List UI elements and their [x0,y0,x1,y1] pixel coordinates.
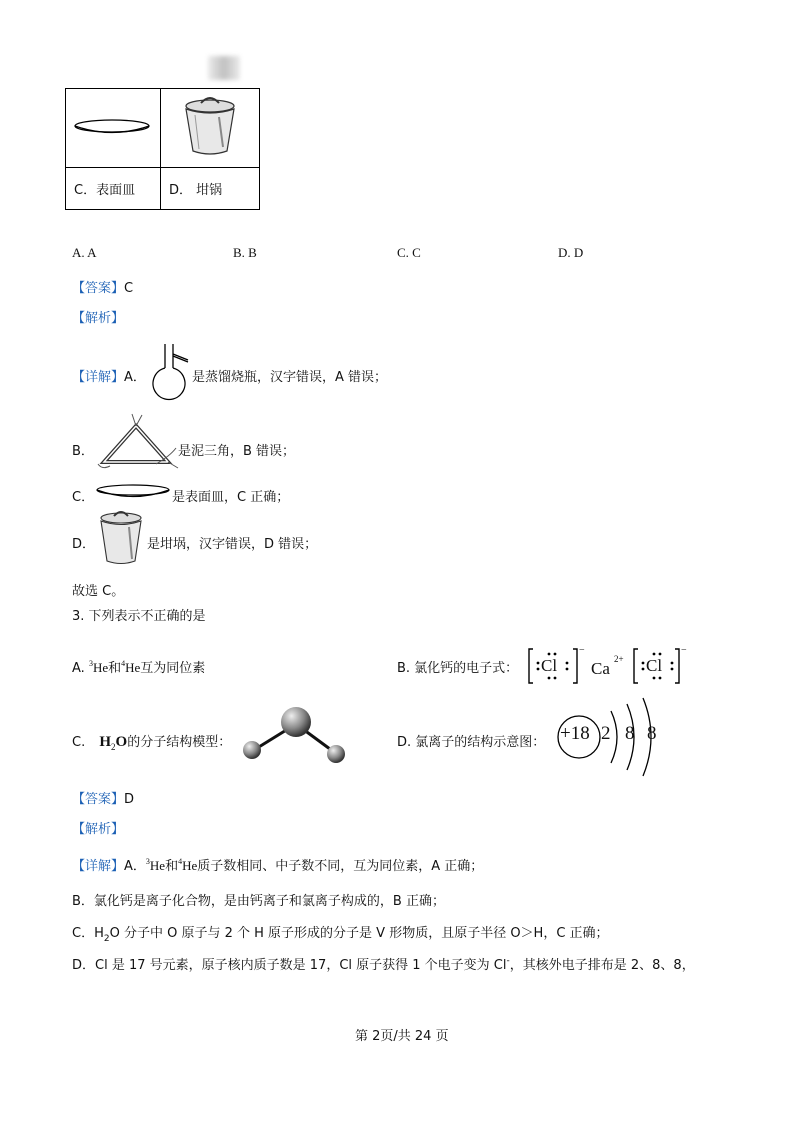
q3-detail-a-text: 质子数相同、中子数不同，互为同位素，A 正确； [197,859,484,874]
option-b: B. B [233,245,257,260]
shell-2: 8 [625,723,635,744]
chloride-charge: − [681,645,687,656]
detail-a-text: 是蒸馏烧瓶，汉字错误，A 错误； [192,370,388,385]
formula-o: O [115,734,128,750]
distilling-flask-icon [148,340,190,406]
instrument-table [65,88,260,210]
q3-option-c [72,731,231,752]
watch-glass-label: C．表面皿 [66,168,161,210]
q3-a-suffix: 互为同位素 [140,661,206,676]
detail-c-text: 是表面皿，C 正确； [172,490,290,505]
q3-a-and: 和 [108,661,122,676]
crucible-cell [161,89,260,168]
q3-analysis-tag: 【解析】 [72,822,125,837]
element-symbol: He [182,858,198,873]
q3-answer-tag: 【答案】 [72,792,125,807]
cacl2-electron-formula [527,645,687,687]
crucible-label: D． 坩锅 [161,168,260,210]
detail-d-text: 是坩埚，汉字错误，D 错误； [147,537,318,552]
analysis-tag: 【解析】 [72,311,125,326]
shell-3: 8 [647,723,657,744]
q3-answer-line [72,788,134,807]
q3-option-b-label: B. 氯化钙的电子式： [397,661,519,676]
q3-detail-a-prefix: A． [124,859,146,874]
option-a: A. A [72,245,97,260]
detail-c-prefix: C． [72,490,95,505]
mass-number: 4 [178,857,183,866]
watch-glass-cell [66,89,161,168]
mass-number: 3 [88,659,93,668]
element-symbol: He [92,660,109,675]
q3-answer-value: D [124,792,135,807]
charge-superscript: - [506,956,510,966]
q3-detail-c [72,922,609,944]
calcium-symbol: Ca [591,659,610,678]
option-d: D. D [558,245,584,260]
chloride-charge: − [579,645,585,656]
scan-smudge [208,56,240,80]
mass-number: 3 [145,857,150,866]
shell-1: 2 [601,723,611,744]
detail-a-line [72,366,146,385]
q3-detail-d-tail: ，其核外电子排布是 2、8、8， [509,958,695,973]
crucible-icon [161,89,259,163]
crucible-icon [96,509,146,567]
answer-line [72,277,133,296]
q3-detail-a [72,855,483,874]
detail-b-text: 是泥三角，B 错误； [178,444,296,459]
nucleus-charge: +18 [560,723,590,744]
q3-detail-b: B．氯化钙是离子化合物，是由钙离子和氯离子构成的，B 正确； [72,894,445,909]
q3-option-d-label: D. 氯离子的结构示意图： [397,735,546,750]
q3-c-text: 的分子结构模型： [127,735,232,750]
q3-detail-and: 和 [165,859,179,874]
q3-detail-c-text: O 分子中 O 原子与 2 个 H 原子形成的分子是 V 形物质，且原子半径 O＞H，C 正确； [109,926,609,941]
conclusion: 故选 C。 [72,584,125,599]
q3-detail-tag: 【详解】 [72,859,125,874]
q3-a-prefix: A. [72,661,85,676]
detail-a-prefix: A． [124,370,146,385]
watch-glass-icon [94,481,172,503]
element-symbol: He [125,660,141,675]
clay-triangle-icon [96,412,182,474]
watch-glass-icon [66,89,160,163]
formula-h: H [99,734,112,750]
q3-detail-d-text: D．Cl 是 17 号元素，原子核内质子数是 17，Cl 原子获得 1 个电子变为 Cl [72,958,507,973]
element-symbol: He [149,858,166,873]
formula-subscript: 2 [103,934,110,944]
answer-tag: 【答案】 [72,281,125,296]
detail-b-prefix: B． [72,444,94,459]
q3-option-a [72,657,205,676]
q3-detail-c-prefix: C．H [72,926,104,941]
calcium-charge: 2+ [614,654,624,664]
chloride-symbol: Cl [646,656,663,675]
q3-c-prefix: C. [72,735,86,750]
chloride-symbol: Cl [541,656,558,675]
water-molecule-model-icon [238,700,352,770]
q3-stem: 3. 下列表示不正确的是 [72,609,206,624]
detail-tag: 【详解】 [72,370,125,385]
option-c: C. C [397,245,421,260]
q3-detail-d [72,954,695,973]
detail-d-prefix: D． [72,537,96,552]
mass-number: 4 [121,659,126,668]
formula-subscript: 2 [111,742,116,752]
page-footer: 第 2页/共 24 页 [355,1029,449,1044]
answer-value: C [124,281,134,296]
